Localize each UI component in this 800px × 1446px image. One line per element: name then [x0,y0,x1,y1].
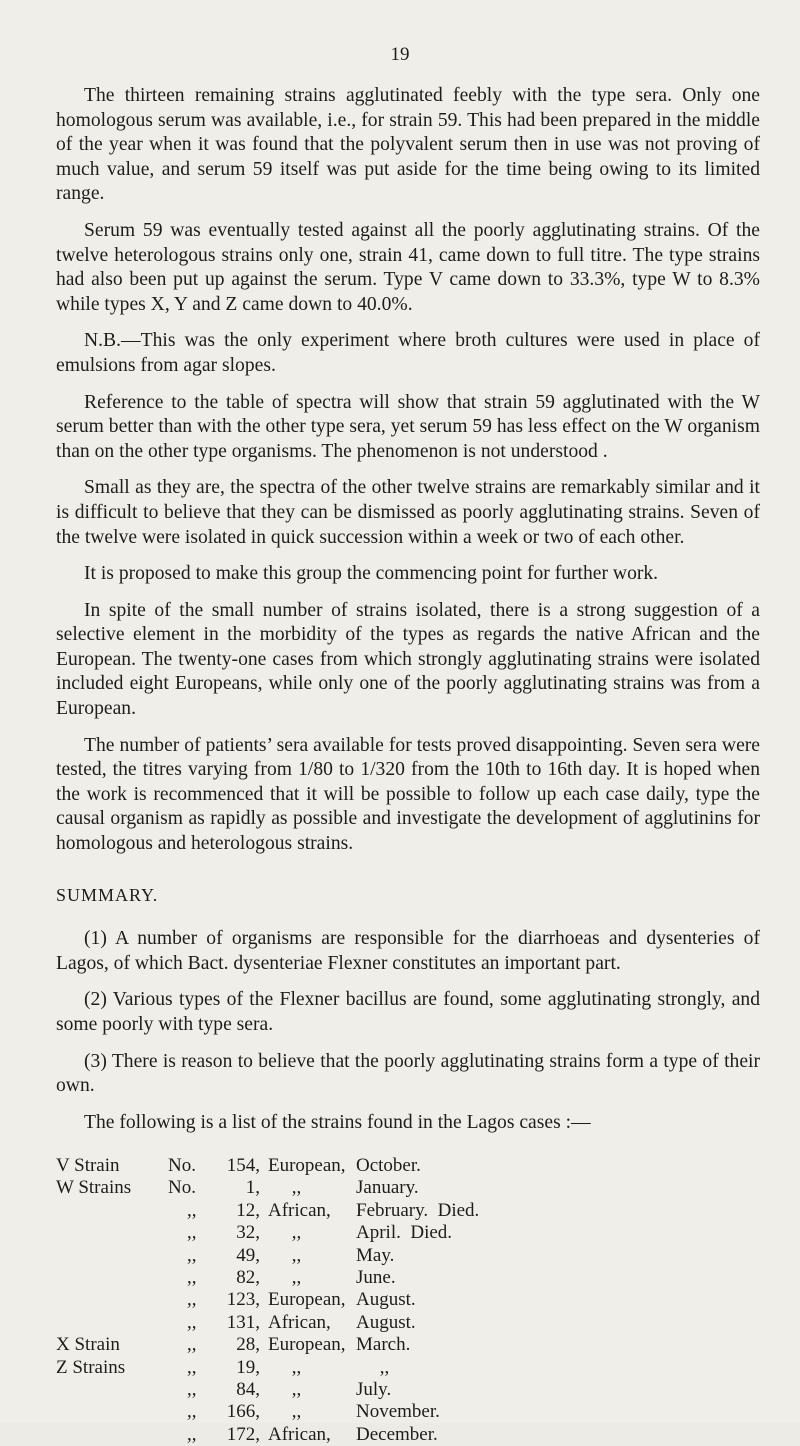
strain-number: 172, [226,1423,260,1445]
summary-item: (1) A number of organisms are responsible for the diarrhoeas and dysenteries of Lagos, of which Bact. dysenteriae Flexner constitutes an important part. [56,928,760,974]
strain-number-prefix: ,, [168,1289,197,1311]
strain-number: 82, [236,1267,260,1289]
strain-row [56,1401,479,1423]
strain-month: March. [356,1334,411,1356]
strain-origin: ,, [268,1222,302,1244]
strain-origin: ,, [268,1267,302,1289]
strain-row [56,1200,479,1222]
strain-row [56,1379,479,1401]
column-spacer [260,1245,268,1267]
body-text [56,84,760,1147]
strain-row [56,1334,479,1356]
strain-number-prefix: ,, [168,1222,197,1244]
paragraph: Small as they are, the spectra of the other twelve strains are remarkably similar and it is difficult to believe that they can be dismissed as poorly agglutinating strains. Seven of the twelve were isolated in quick succession within a week or two of each other. [56,477,760,548]
strain-number-prefix: ,, [168,1379,197,1401]
strain-group [56,1401,168,1423]
strain-origin: African, [268,1311,331,1333]
strain-row [56,1245,479,1267]
strain-origin: European, [268,1289,346,1311]
strain-origin: ,, [268,1244,302,1266]
strain-month: August. [356,1289,416,1311]
strain-origin: ,, [268,1379,302,1401]
column-spacer [260,1289,268,1311]
strain-month: July. [356,1379,392,1401]
page-number: 19 [390,44,410,65]
summary-heading: SUMMARY. [56,884,159,905]
paragraph: N.B.—This was the only experiment where broth cultures were used in place of emulsions from agar slopes. [56,330,760,376]
strain-number-prefix: ,, [168,1244,197,1266]
strain-number: 131, [226,1311,260,1333]
strain-number-prefix: ,, [168,1267,197,1289]
strain-number-prefix: ,, [168,1423,197,1445]
column-spacer [260,1357,268,1379]
strain-group: V Strain [56,1155,120,1176]
strain-origin: ,, [268,1401,302,1423]
column-spacer [260,1177,268,1199]
strain-group: X Strain [56,1334,120,1356]
column-spacer [260,1379,268,1401]
strain-list [56,1155,479,1446]
strain-origin: ,, [268,1177,302,1199]
strain-number-prefix: No. [168,1177,196,1199]
strain-month: June. [356,1267,396,1289]
strain-group: Z Strains [56,1356,126,1378]
strain-number-prefix: ,, [168,1401,197,1423]
paragraph: The thirteen remaining strains agglutinated feebly with the type sera. Only one homologous serum was available, i.e., for strain 59. This had been prepared in the middle of the year when it was found that the polyvalent serum then in use was not proving of much value, and serum 59 itself was put aside for the time being owing to its limited range. [56,85,760,205]
paragraph: Serum 59 was eventually tested against all the poorly agglutinating strains. Of the twelve heterologous strains only one, strain 41, came down to full titre. The type strains had also been put up against the serum. Type V came down to 33.3%, type W to 8.3% while types X, Y and Z came down to 40.0%. [56,219,760,315]
strain-number: 1, [245,1177,260,1199]
strain-origin: European, [268,1334,346,1356]
strain-month: ,, [356,1356,390,1378]
strain-number: 28, [236,1334,260,1356]
strain-group: W Strains [56,1177,132,1199]
column-spacer [260,1267,268,1289]
column-spacer [260,1155,268,1177]
strain-number-prefix: ,, [168,1199,197,1221]
strain-number: 49, [236,1244,260,1266]
strain-group [56,1267,168,1289]
column-spacer [260,1424,268,1446]
column-spacer [260,1200,268,1222]
column-spacer [260,1312,268,1334]
strain-row [56,1177,479,1199]
strain-row [56,1222,479,1244]
column-spacer [260,1334,268,1356]
strain-group [56,1379,168,1401]
list-intro: The following is a list of the strains found in the Lagos cases :— [84,1111,591,1133]
strain-number-prefix: ,, [168,1311,197,1333]
summary-item: (3) There is reason to believe that the poorly agglutinating strains form a type of their own. [56,1050,760,1097]
strain-group [56,1312,168,1334]
strain-group [56,1245,168,1267]
strain-number: 166, [226,1401,260,1423]
paragraph: In spite of the small number of strains isolated, there is a strong suggestion of a selective element in the morbidity of the types as regards the native African and the European. The twenty-one cases from which strongly agglutinating strains were isolated included eight Europeans, while only one of the poorly agglutinating strains was from a European. [56,599,760,720]
strain-row [56,1312,479,1334]
strain-number: 32, [236,1222,260,1244]
strain-month: January. [356,1177,419,1199]
strain-number-prefix: ,, [168,1356,197,1378]
strain-row [56,1357,479,1379]
strain-number: 154, [226,1155,260,1176]
strain-month: November. [356,1401,440,1423]
strain-number-prefix: No. [168,1155,196,1176]
strain-month: October. [356,1155,421,1176]
strain-month: February. Died. [356,1199,480,1221]
column-spacer [260,1401,268,1423]
strain-group [56,1200,168,1222]
strain-origin: ,, [268,1356,302,1378]
strain-number: 84, [236,1379,260,1401]
strain-row [56,1424,479,1446]
column-spacer [260,1222,268,1244]
strain-number: 19, [236,1356,260,1378]
strain-month: August. [356,1311,416,1333]
strain-number-prefix: ,, [168,1334,197,1356]
strain-group [56,1424,168,1446]
strain-origin: European, [268,1155,346,1176]
strain-month: May. [356,1244,395,1266]
strain-group [56,1222,168,1244]
strain-row [56,1155,479,1177]
strain-group [56,1289,168,1311]
summary-item: (2) Various types of the Flexner bacillus are found, some agglutinating strongly, and some poorly with type sera. [56,989,760,1035]
strain-month: April. Died. [356,1222,453,1244]
paragraph: It is proposed to make this group the commencing point for further work. [84,563,659,585]
strain-month: December. [356,1423,438,1445]
strain-row [56,1267,479,1289]
paragraph: The number of patients’ sera available for tests proved disappointing. Seven sera were tested, the titres varying from 1/80 to 1/320 from the 10th to 16th day. It is hoped when the work is recommenced that it will be possible to follow up each case daily, type the causal organism as rapidly as possible and investigate the development of agglutinins for homologous and heterologous strains. [56,734,760,855]
paragraph: Reference to the table of spectra will show that strain 59 agglutinated with the W serum better than with the other type sera, yet serum 59 has less effect on the W organism than on the other type organisms. The phenomenon is not understood . [56,391,760,462]
strain-origin: African, [268,1199,331,1221]
strain-number: 123, [226,1289,260,1311]
strain-row [56,1289,479,1311]
strain-origin: African, [268,1423,331,1445]
strain-number: 12, [236,1199,260,1221]
